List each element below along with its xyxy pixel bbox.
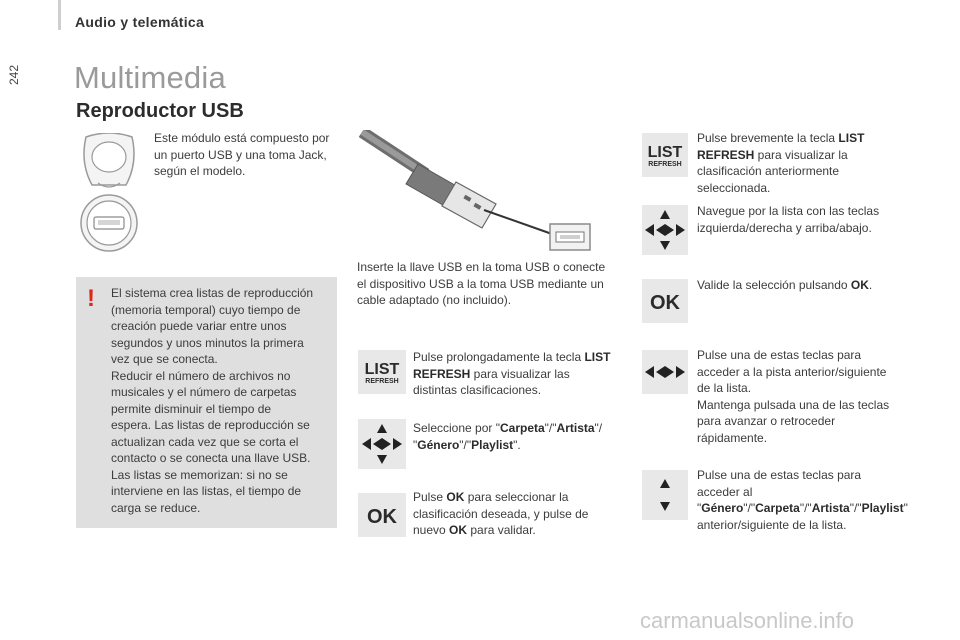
up-down-arrows-key-icon (642, 470, 688, 520)
step-category-navigation: Pulse una de estas teclas para acceder al "Género"/"Carpeta"/"Artista"/"Playlist" anterior/siguiente de la lista. (697, 468, 908, 532)
ok-key-icon (358, 493, 406, 537)
page-number (2, 58, 26, 88)
step-ok-select: Pulse OK para seleccionar la clasificación deseada, y pulse de nuevo OK para validar. (413, 490, 589, 537)
list-refresh-key-icon (642, 133, 688, 177)
ok-key-icon (642, 279, 688, 323)
step-validate: Valide la selección pulsando OK. (697, 278, 873, 292)
section-title: Audio y telemática (75, 14, 205, 30)
step-list-refresh-long: Pulse prolongadamente la tecla LIST REFRESH para visualizar las distintas clasificaciones. (413, 350, 611, 397)
svg-text:REFRESH: REFRESH (648, 161, 682, 168)
svg-text:LIST: LIST (364, 361, 400, 378)
list-refresh-key-icon (358, 350, 406, 394)
page-title: Multimedia (74, 60, 226, 95)
step-list-refresh-short: Pulse brevemente la tecla LIST REFRESH para visualizar la clasificación anteriormente seleccionada. (697, 131, 865, 195)
svg-text:OK: OK (650, 292, 680, 314)
usb-plug-illustration (356, 130, 596, 255)
warning-text: El sistema crea listas de reproducción (memoria temporal) cuyo tiempo de creación puede variar entre unos segundos y unos minutos la primera vez que se conecta. Reducir el número de archivos no musicales y el número de carpetas permite disminuir el tiempo de espera. Las listas de reproducción se actualizan cada vez que se corta el contacto o se conecta una llave USB. Las listas se memorizan: si no se interviene en las listas, el tiempo de carga se reduce. (111, 286, 314, 515)
four-arrows-key-icon (642, 205, 688, 255)
intro-text: Este módulo está compuesto por un puerto USB y una toma Jack, según el modelo. (154, 131, 330, 178)
svg-text:REFRESH: REFRESH (365, 378, 399, 385)
left-right-arrows-key-icon (642, 350, 688, 394)
header-rule (58, 0, 61, 30)
step-select-classification: Seleccione por "Carpeta"/"Artista"/ "Género"/"Playlist". (413, 421, 603, 452)
step-track-navigation: Pulse una de estas teclas para acceder a la pista anterior/siguiente de la lista. Mantenga pulsada una de las teclas para avanzar o retroceder rápidamente. (697, 348, 890, 445)
exclamation-icon: ! (87, 285, 95, 312)
usb-instruction: Inserte la llave USB en la toma USB o conecte el dispositivo USB a la toma USB mediante un cable adaptado (no incluido). (357, 260, 606, 307)
svg-text:LIST: LIST (647, 144, 683, 161)
usb-port-illustration (78, 133, 140, 253)
subtitle: Reproductor USB (76, 100, 244, 122)
svg-text:OK: OK (367, 506, 397, 528)
page-number-text: 242 (7, 64, 21, 85)
watermark: carmanualsonline.info (640, 608, 855, 633)
four-arrows-key-icon (358, 419, 406, 469)
step-navigate-list: Navegue por la lista con las teclas izquierda/derecha y arriba/abajo. (697, 204, 880, 235)
